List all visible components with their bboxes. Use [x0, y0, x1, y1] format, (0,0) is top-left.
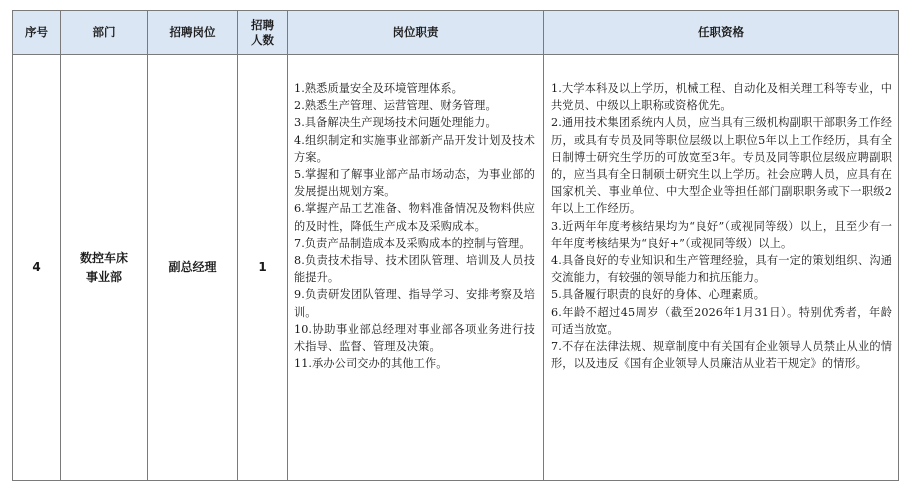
- qualification-item: 4.具备良好的专业知识和生产管理经验，具有一定的策划组织、沟通交流能力，有较强的领导能力和抗压能力。: [551, 254, 892, 285]
- header-row: [13, 11, 899, 55]
- cell-dept: [61, 55, 148, 481]
- duty-item: 5.掌握和了解事业部产品市场动态，为事业部的发展提出规划方案。: [294, 168, 535, 199]
- qualification-item: 3.近两年年度考核结果均为“良好”（或视同等级）以上，且至少有一年年度考核结果为“良好+”（或视同等级）以上。: [551, 219, 892, 250]
- duty-item: 2.熟悉生产管理、运营管理、财务管理。: [294, 99, 497, 113]
- cell-dept-line2: 事业部: [85, 269, 122, 284]
- duty-item: 4.组织制定和实施事业部新产品开发计划及技术方案。: [294, 133, 535, 164]
- header-count-line1: 招聘: [251, 17, 274, 32]
- qualification-item: 2.通用技术集团系统内人员，应当具有三级机构副职干部职务工作经历，或具有专员及同等职位层级以上职位5年以上工作经历，具有全日制博士研究生学历的可放宽至3年。专员及同等职位层级应聘副职的，应当具有全日制硕士研究生以上学历。社会应聘人员，应具有在国家机关、事业单位、中大型企业等担任部门副职职务或下一职级2年以上工作经历。: [551, 116, 892, 216]
- recruitment-table: [12, 10, 899, 481]
- duty-item: 6.掌握产品工艺准备、物料准备情况及物料供应的及时性，降低生产成本及采购成本。: [294, 202, 535, 233]
- cell-count: 1: [238, 55, 288, 481]
- cell-position: 副总经理: [148, 55, 238, 481]
- header-count-line2: 人数: [251, 32, 274, 47]
- header-duties: 岗位职责: [288, 11, 544, 55]
- cell-seq: 4: [13, 55, 61, 481]
- duties-list: [294, 80, 535, 372]
- duty-item: 3.具备解决生产现场技术问题处理能力。: [294, 116, 497, 130]
- cell-duties: [288, 55, 544, 481]
- qualification-item: 1.大学本科及以上学历，机械工程、自动化及相关理工科等专业，中共党员、中级以上职称或资格优先。: [551, 82, 892, 113]
- cell-qualifications: [544, 55, 899, 481]
- duty-item: 7.负责产品制造成本及采购成本的控制与管理。: [294, 236, 531, 250]
- duty-item: 11.承办公司交办的其他工作。: [294, 357, 448, 371]
- qualifications-list: [551, 80, 892, 372]
- duty-item: 1.熟悉质量安全及环境管理体系。: [294, 82, 463, 95]
- qualification-item: 5.具备履行职责的良好的身体、心理素质。: [551, 288, 766, 302]
- header-qualifications: 任职资格: [544, 11, 899, 55]
- duty-item: 9.负责研发团队管理、指导学习、安排考察及培训。: [294, 288, 535, 319]
- header-position: 招聘岗位: [148, 11, 238, 55]
- cell-dept-line1: 数控车床: [79, 250, 128, 265]
- header-dept: 部门: [61, 11, 148, 55]
- duty-item: 8.负责技术指导、技术团队管理、培训及人员技能提升。: [294, 254, 535, 285]
- duty-item: 10.协助事业部总经理对事业部各项业务进行技术指导、监督、管理及决策。: [294, 322, 535, 354]
- header-count: [238, 11, 288, 55]
- header-seq: 序号: [13, 11, 61, 55]
- qualification-item: 7.不存在法律法规、规章制度中有关国有企业领导人员禁止从业的情形，以及违反《国有企业领导人员廉洁从业若干规定》的情形。: [551, 340, 892, 371]
- qualification-item: 6.年龄不超过45周岁（截至2026年1月31日）。特别优秀者，年龄可适当放宽。: [551, 305, 892, 336]
- table-row: [13, 55, 899, 481]
